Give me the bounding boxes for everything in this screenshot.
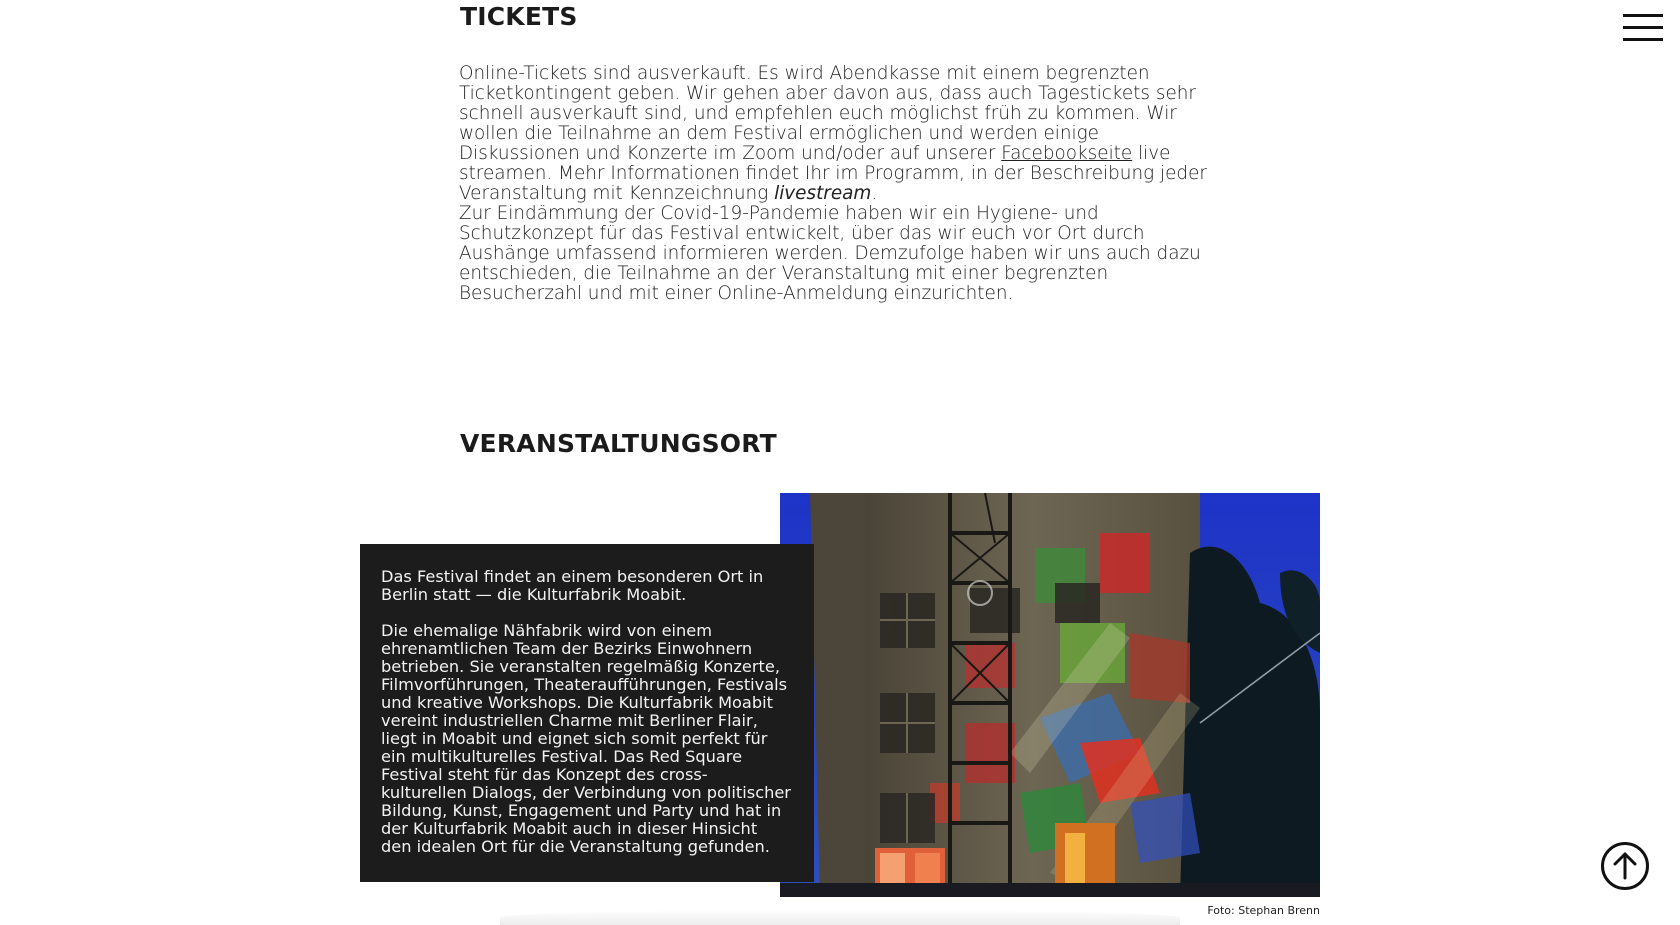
tickets-text-end: . <box>871 183 878 204</box>
livestream-label: livestream <box>774 183 872 204</box>
arrow-up-circle-icon[interactable] <box>1601 842 1649 890</box>
bottom-fade <box>500 910 1180 925</box>
venue-description-text: Die ehemalige Nähfabrik wird von einem ehrenamtlichen Team der Bezirks Einwohnern betrieben. Sie veranstalten regelmäßig Konzerte, Filmvorführungen, Theateraufführungen, Festivals und kreative Workshops. Die Kulturfabrik Moabit vereint industriellen Charme mit Berliner Flair, liegt in Moabit und eignet sich somit perfekt für ein multikulturelles Festival. Das Red Square Festival steht für das Konzept des cross-kulturellen Dialogs, der Verbindung von politischer Bildung, Kunst, Engagement und Party und hat in der Kulturfabrik Moabit auch in dieser Hinsicht den idealen Ort für die Veranstaltung gefunden. <box>381 621 791 856</box>
hamburger-menu-icon[interactable] <box>1623 13 1663 43</box>
menu-bar <box>1623 26 1663 29</box>
facebook-link[interactable]: Facebookseite <box>1001 143 1133 164</box>
menu-bar <box>1623 14 1663 17</box>
venue-info-box <box>360 544 814 882</box>
tickets-paragraph-2 <box>459 204 1223 304</box>
menu-bar <box>1623 38 1663 41</box>
venue-intro-text: Das Festival findet an einem besonderen Ort in Berlin statt — die Kulturfabrik Moabit. <box>381 567 764 604</box>
venue-photo <box>780 493 1320 897</box>
tickets-text-1: Online-Tickets sind ausverkauft. Es wird Abendkasse mit einem begrenzten Ticketkontingent geben. Wir gehen aber davon aus, dass auch Tagestickets sehr schnell ausverkauft sind, und empfehlen euch möglichst früh zu kommen. Wir wollen die Teilnahme an dem Festival ermöglichen und werden einige Diskussionen und Konzerte im Zoom und/oder auf unserer <box>459 63 1196 164</box>
tickets-heading: TICKETS <box>460 2 578 31</box>
tickets-paragraph-1 <box>459 64 1223 204</box>
tickets-text-2: live streamen. Mehr Informationen findet Ihr im Programm, in der Beschreibung jeder Veranstaltung mit Kennzeichnung <box>459 143 1207 204</box>
covid-text: Zur Eindämmung der Covid-19-Pandemie haben wir ein Hygiene- und Schutzkonzept für das Festival entwickelt, über das wir euch vor Ort durch Aushänge umfassend informieren werden. Demzufolge haben wir uns auch dazu entschieden, die Teilnahme an der Veranstaltung mit einer begrenzten Besucherzahl und mit einer Online-Anmeldung einzurichten. <box>459 203 1201 304</box>
photo-caption: Foto: Stephan Brenn <box>1207 904 1320 917</box>
venue-heading: VERANSTALTUNGSORT <box>460 429 777 458</box>
